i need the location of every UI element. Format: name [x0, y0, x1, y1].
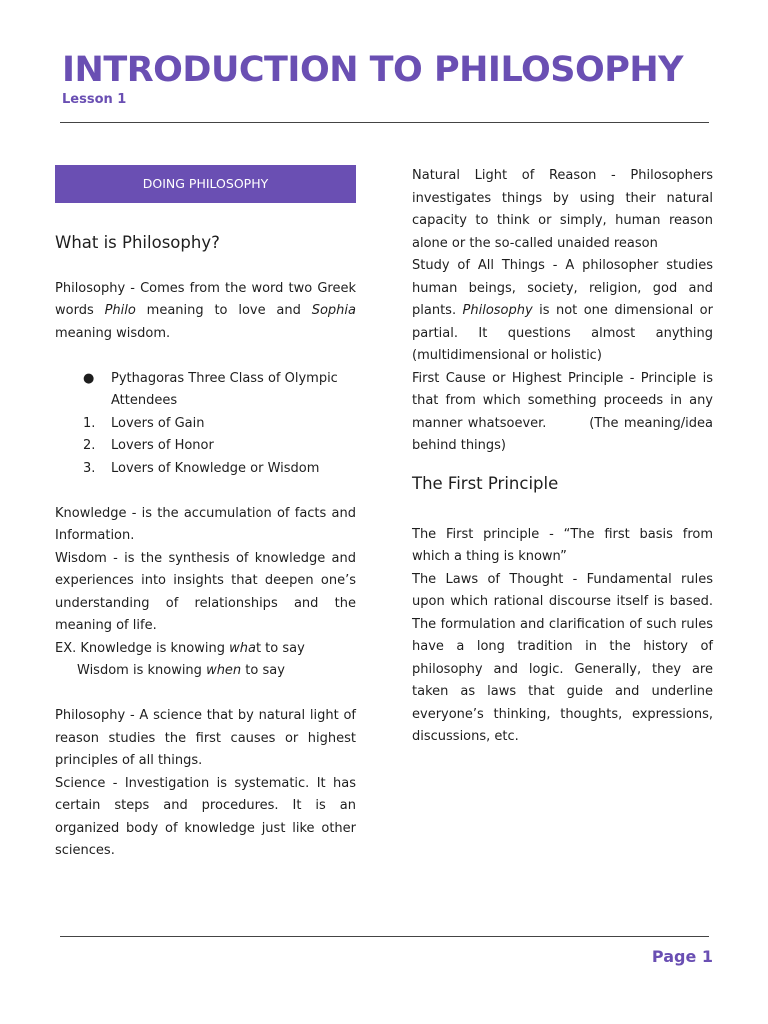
document-title: INTRODUCTION TO PHILOSOPHY	[62, 50, 684, 90]
pythagoras-list	[55, 368, 356, 481]
natural-light-definition: Natural Light of Reason - Philosophers investigates things by using their natural capacity to think or simply, human reason alone or the so-called unaided reason	[412, 168, 713, 251]
philosophy-science-definition: Philosophy - A science that by natural light of reason studies the first causes or highest principles of all things.	[55, 708, 356, 768]
example-knowledge: EX. Knowledge is knowing what to say	[55, 640, 305, 656]
left-column	[55, 165, 356, 863]
list-item: ● Pythagoras Three Class of Olympic Attendees	[55, 368, 356, 413]
knowledge-definition: Knowledge - is the accumulation of facts and Information.	[55, 505, 356, 543]
first-principle-definition: The First principle - “The first basis from which a thing is known”	[412, 526, 713, 564]
bullet-marker: ●	[83, 370, 95, 386]
right-column	[412, 165, 718, 749]
philosophy-definition: Philosophy - Comes from the word two Greek words Philo meaning to love and Sophia meaning wisdom.	[55, 280, 356, 341]
sophia-term: Sophia	[311, 303, 356, 318]
section-heading-what-is-philosophy: What is Philosophy?	[55, 233, 220, 252]
wisdom-definition: Wisdom - is the synthesis of knowledge and experiences into insights that deepen one’s understanding of relationships and the meaning of life.	[55, 550, 356, 633]
lesson-label: Lesson 1	[62, 92, 127, 107]
list-item: 1. Lovers of Gain	[83, 415, 205, 431]
laws-of-thought-definition: The Laws of Thought - Fundamental rules upon which rational discourse itself is based. The formulation and clarification of such rules have a long tradition in the history of philosophy and logic. Generally, they are taken as laws that guide and underline everyone’s thinking, thoughts, expressions, discussions, etc.	[412, 571, 713, 744]
science-definition: Science - Investigation is systematic. It has certain steps and procedures. It is an organized body of knowledge just like other sciences.	[55, 775, 356, 858]
header-divider	[60, 122, 709, 123]
page-number: Page 1	[651, 947, 713, 966]
section-banner: DOING PHILOSOPHY	[55, 165, 356, 203]
first-cause-definition: First Cause or Highest Principle - Principle is that from which something proceeds in any manner whatsoever. (The meaning/idea behind things)	[412, 370, 718, 453]
philo-term: Philo	[104, 303, 136, 318]
section-heading-first-principle: The First Principle	[412, 473, 559, 493]
study-of-all-things-definition: Study of All Things - A philosopher studies human beings, society, religion, god and plants. Philosophy is not one dimensional or partial. It questions almost anything (multidimensional or holistic)	[412, 258, 713, 363]
footer-divider	[60, 936, 709, 937]
list-item: 2. Lovers of Honor	[83, 438, 214, 453]
example-wisdom: Wisdom is knowing when to say	[77, 663, 285, 678]
list-item: 3. Lovers of Knowledge or Wisdom	[83, 460, 320, 476]
